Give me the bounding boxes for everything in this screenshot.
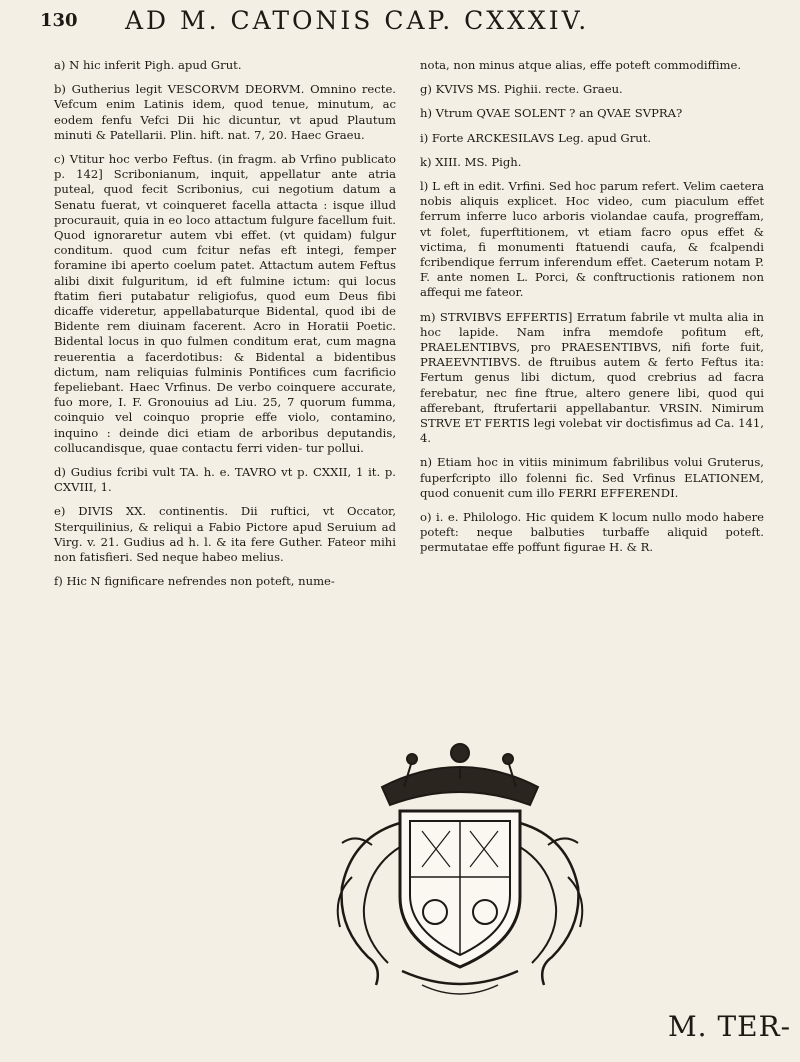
note-text: nota, non minus atque alias, effe poteft commodiffime. bbox=[420, 58, 742, 72]
note-l bbox=[420, 179, 764, 301]
note-text: k) XIII. MS. Pigh. bbox=[420, 154, 522, 169]
note-text: c) Vtitur hoc verbo Feftus. (in fragm. ab Vrfino publicato p. 142] Scribonianum, inquit, appellatur ante atria puteal, quod fecit Scribonius, cui negotium datum a Senatu fuerat, vt coinqueret facella attacta : isque illud procurauit, quia in eo loco attactum fulgure facellum fuit. Quod ignoraretur autem vbi effet. (vt quidam) fulgur conditum. quod cum fcitur nefas eft integi, femper foramine ibi aperto coelum patet. Attactum autem Feftus alibi dixit fulguritum, id eft fulmine ictum: qui locus ftatim fieri putabatur religiofus, quod eum Deus fibi dicaffe videretur, appellabaturque Bidental, quod ibi de Bidente rem diuinam facerent. Acro in Horatii Poetic. Bidental locus in quo fulmen conditum erat, cum magna reuerentia a facerdotibus: & Bidental a bidentibus dictum, nam reliquias fulminis Pontifices cum facrificio fepeliebant. Haec Vrfinus. De verbo coinquere accurate, fuo more, I. F. Gronouius ad Liu. 25, 7 quorum fumma, coinquio vel coinquo proprie effe violo, contamino, inquino : deinde dici etiam de arboribus deputandis, collucandisque, quae contactu ferri viden- tur pollui. bbox=[54, 152, 396, 455]
note-text: d) Gudius fcribi vult TA. h. e. TAVRO vt p. CXXII, 1 it. p. CXVIII, 1. bbox=[54, 465, 396, 495]
page-header bbox=[40, 6, 780, 46]
note-text: e) DIVIS XX. continentis. Dii ruftici, vt Occator, Sterquilinius, & reliqui a Fabio Pictore apud Seruium ad Virg. v. 21. Gudius ad h. l. & ita fere Guther. Fateor mihi non fatisfieri. Sed neque habeo melius. bbox=[54, 504, 396, 565]
page-number: 130 bbox=[40, 10, 78, 31]
note-a bbox=[54, 58, 396, 73]
note-e bbox=[54, 504, 396, 565]
note-n bbox=[420, 455, 764, 501]
note-f-continued bbox=[420, 58, 764, 73]
note-text: n) Etiam hoc in vitiis minimum fabrilibus volui Gruterus, fuperfcripto illo folenni fic. Sed Vrfinus ELATIONEM, quod conuenit cum illo FERRI EFFERENDI. bbox=[420, 455, 764, 500]
catchword: M. TER- bbox=[668, 1010, 792, 1043]
note-m bbox=[420, 310, 764, 447]
right-column bbox=[420, 58, 764, 565]
note-text: h) Vtrum QVAE SOLENT ? an QVAE SVPRA? bbox=[420, 106, 683, 121]
left-column bbox=[54, 58, 396, 599]
note-f bbox=[54, 574, 396, 589]
note-text: i) Forte ARCKESILAVS Leg. apud Grut. bbox=[420, 130, 652, 145]
note-g bbox=[420, 82, 764, 97]
note-text: g) KVIVS MS. Pighii. recte. Graeu. bbox=[420, 82, 623, 97]
note-h bbox=[420, 106, 764, 121]
note-text: o) i. e. Philologo. Hic quidem K locum nullo modo habere poteft: neque balbuties turbaffe aliquid poteft. permutatae effe poffunt figurae H. & R. bbox=[420, 510, 764, 555]
note-o bbox=[420, 510, 764, 556]
note-b bbox=[54, 82, 396, 143]
heraldic-ornament bbox=[312, 727, 608, 1009]
note-text: b) Gutherius legit VESCORVM DEORVM. Omnino recte. Vefcum enim Latinis idem, quod tenue, minutum, ac eodem fenfu Vefci Dii hic dicuntur, vt apud Plautum minuti & Patellarii. Plin. hift. nat. 7, 20. Haec Graeu. bbox=[54, 82, 396, 142]
note-text: m) STRVIBVS EFFERTIS] Erratum fabrile vt multa alia in hoc lapide. Nam infra memdofe pofitum eft, PRAELENTIBVS, pro PRAESENTIBVS, nifi forte fuit, PRAEEVNTIBVS. de ftruibus autem & ferto Feftus ita: Fertum genus libi dictum, quod crebrius ad facra ferebatur, nec fine ftrue, altero genere libi, quod qui afferebant, ftrufertarii appellabantur. VRSIN. Nimirum STRVE ET FERTIS legi volebat vir doctisfimus ad Ca. 141, 4. bbox=[420, 309, 764, 446]
note-text: l) L eft in edit. Vrfini. Sed hoc parum refert. Velim caetera nobis aliquis explicet. Hoc video, cum piaculum effet ferrum inferre luco arboris violandae caufa, progreffam, vt folet, fuperftitionem, vt etiam facro opus effet & victima, fi monumenti ftatuendi caufa, & fcalpendi fcribendique ferrum inferendum effet. Caeterum notam P. F. ante nomen L. Porci, & conftructionis rationem non affequi me fateor. bbox=[420, 179, 764, 300]
note-text: a) N hic inferit Pigh. apud Grut. bbox=[54, 58, 242, 72]
note-k bbox=[420, 155, 764, 170]
note-i bbox=[420, 131, 764, 146]
note-c bbox=[54, 152, 396, 456]
note-d bbox=[54, 465, 396, 495]
running-title: AD M. CATONIS CAP. CXXXIV. bbox=[125, 6, 590, 35]
note-text: f) Hic N fignificare nefrendes non poteft, nume- bbox=[54, 574, 335, 589]
